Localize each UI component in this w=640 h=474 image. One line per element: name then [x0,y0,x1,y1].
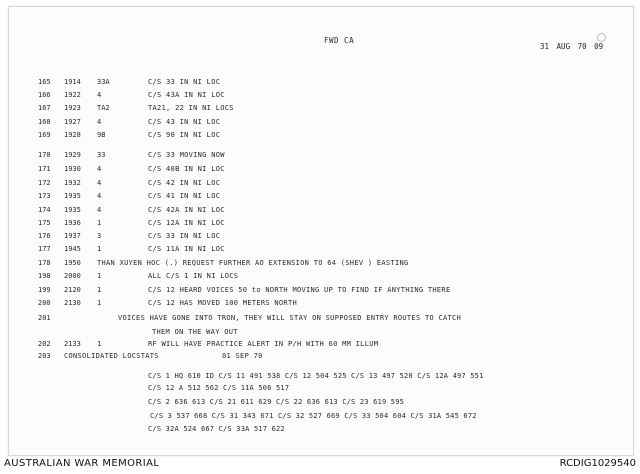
log-serial: 176 [38,232,51,240]
punch-hole-mark [597,33,606,42]
locstat-line: C/S 3 537 668 C/S 31 343 671 C/S 32 527 669 C/S 33 504 604 C/S 31A 545 672 [150,412,477,420]
log-row-continuation: THEM ON THE WAY OUT [152,328,238,336]
log-unit: 1 [97,299,102,307]
log-unit: 1 [97,286,102,294]
log-entry-date: 01 SEP 70 [222,352,263,360]
log-entry-text: C/S 41 IN NI LOC [148,192,221,200]
log-unit: 3 [97,232,102,240]
log-unit: 4 [97,118,102,126]
log-time: 2000 [64,272,81,280]
log-unit: 4 [97,206,102,214]
log-unit: 9B [97,131,106,139]
log-entry-text: C/S 43 IN NI LOC [148,118,221,126]
log-time: 2130 [64,299,81,307]
log-entry-text: C/S 12 HAS MOVED 100 METERS NORTH [148,299,297,307]
locstat-line: C/S 2 636 613 C/S 21 611 629 C/S 22 636 613 C/S 23 619 595 [148,398,405,406]
log-unit: 4 [97,165,102,173]
log-serial: 168 [38,118,51,126]
log-time: 2133 [64,340,81,348]
log-time: 1945 [64,245,81,253]
log-serial: 175 [38,219,51,227]
log-entry-text: C/S 42 IN NI LOC [148,179,221,187]
log-time: 1932 [64,179,81,187]
log-entry-text: C/S 12A IN NI LOC [148,219,225,227]
log-time: 2120 [64,286,81,294]
log-serial: 202 [38,340,51,348]
log-entry-text: C/S 90 IN NI LOC [148,131,221,139]
log-entry-text: C/S 33 IN NI LOC [148,232,221,240]
log-serial: 166 [38,91,51,99]
log-unit: 1 [97,219,102,227]
log-entry-text: C/S 12 HEARD VOICES 50 to NORTH MOVING UP TO FIND IF ANYTHING THERE [148,286,451,294]
log-entry-text: CONSOLIDATED LOCSTATS [64,352,159,360]
log-unit: 4 [97,91,102,99]
log-entry-text: C/S 11A IN NI LOC [148,245,225,253]
log-entry-text: C/S 43A IN NI LOC [148,91,225,99]
log-time: 1935 [64,206,81,214]
log-time: 1937 [64,232,81,240]
log-time: 1935 [64,192,81,200]
log-serial: 177 [38,245,51,253]
log-serial: 169 [38,131,51,139]
log-serial: 200 [38,299,51,307]
archive-credit: AUSTRALIAN WAR MEMORIAL [4,458,160,469]
log-entry-text: TA21, 22 IN NI LOCS [148,104,234,112]
log-serial: 203 [38,352,51,360]
log-entry-text: C/S 40B IN NI LOC [148,165,225,173]
log-serial: 178 [38,259,51,267]
log-unit: 1 [97,340,102,348]
log-entry-text: VOICES HAVE GONE INTO TRON, THEY WILL STAY ON SUPPOSED ENTRY ROUTES TO CATCH [118,314,462,322]
log-time: 1923 [64,104,81,112]
log-unit: 33A [97,78,110,86]
log-serial: 167 [38,104,51,112]
locstat-line: C/S 12 A 512 562 C/S 11A 506 517 [148,384,290,392]
log-serial: 172 [38,179,51,187]
log-serial: 199 [38,286,51,294]
log-time: 1936 [64,219,81,227]
log-entry-text: RF WILL HAVE PRACTICE ALERT IN P/H WITH 60 MM ILLUM [148,340,379,348]
log-time: 1930 [64,165,81,173]
log-unit: 1 [97,272,102,280]
log-unit: TA2 [97,104,110,112]
log-entry-text: C/S 33 IN NI LOC [148,78,221,86]
log-serial: 173 [38,192,51,200]
log-time: 1928 [64,131,81,139]
log-unit: 33 [97,151,106,159]
log-serial: 198 [38,272,51,280]
locstat-line: C/S 32A 524 667 C/S 33A 517 622 [148,425,285,433]
log-serial: 170 [38,151,51,159]
locstat-line: C/S 1 HQ 610 ID C/S 11 491 538 C/S 12 504 525 C/S 13 497 520 C/S 12A 497 551 [148,372,484,380]
document-header-date: 31 AUG 70 09 [540,42,604,51]
log-entry-text: THAN XUYEN HOC (.) REQUEST FURTHER AO EXTENSION TO 64 (SHEV ) EASTING [97,259,409,267]
log-entry-text: C/S 33 MOVING NOW [148,151,225,159]
log-time: 1950 [64,259,81,267]
log-serial: 165 [38,78,51,86]
log-entry-text: ALL C/S 1 IN NI LOCS [148,272,239,280]
log-time: 1922 [64,91,81,99]
document-page [8,6,634,456]
log-time: 1929 [64,151,81,159]
document-header-unit: FWD CA [324,36,355,45]
log-time: 1927 [64,118,81,126]
log-serial: 201 [38,314,51,322]
log-entry-text: C/S 42A IN NI LOC [148,206,225,214]
log-serial: 171 [38,165,51,173]
archive-id: RCDIG1029540 [559,458,636,469]
log-serial: 174 [38,206,51,214]
log-unit: 4 [97,179,102,187]
log-time: 1914 [64,78,81,86]
log-unit: 4 [97,192,102,200]
log-unit: 1 [97,245,102,253]
